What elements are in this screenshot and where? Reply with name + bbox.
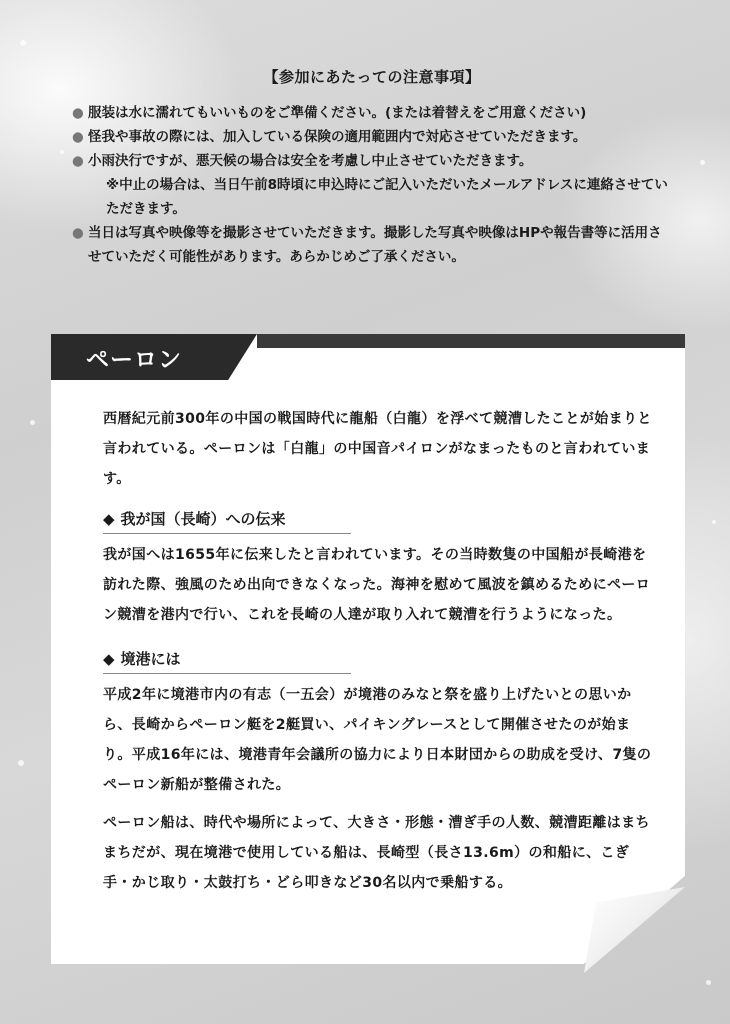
cancellation-note: ※中止の場合は、当日午前8時頃に申込時にご記入いただいたメールアドレスに連絡させていただきます。 [106, 177, 668, 217]
subsection-heading-text: 境港には [120, 650, 181, 668]
boat-description-paragraph: ペーロン船は、時代や場所によって、大きさ・形態・漕ぎ手の人数、競漕距離はまちまちだが、現在境港で使用している船は、長崎型（長さ13.6m）の和船に、こぎ手・かじ取り・太鼓打ち・どら叩きなど30名以内で乗船する。 [103, 815, 650, 891]
background-speckle [706, 980, 711, 985]
sakaiminato-paragraph: 平成2年に境港市内の有志（一五会）が境港のみなと祭を盛り上げたいとの思いから、長崎からペーロン艇を2艇買い、パイキングレースとして開催させたのが始まり。平成16年には、境港青年会議所の協力により日本財団からの助成を受け、7隻のペーロン新船が整備された。 [103, 687, 652, 793]
panel-body [103, 404, 653, 898]
notice-item [72, 125, 672, 149]
notice-item-text: 小雨決行ですが、悪天候の場合は安全を考慮し中止させていただきます。 [88, 153, 533, 169]
diamond-icon: ◆ [103, 510, 115, 528]
intro-paragraph: 西暦紀元前300年の中国の戦国時代に龍船（白龍）を浮べて競漕したことが始まりと言われている。ペーロンは「白龍」の中国音パイロンがなまったものと言われています。 [103, 411, 652, 487]
notice-item-text: 怪我や事故の際には、加入している保険の適用範囲内で対応させていただきます。 [88, 129, 587, 145]
notice-item [72, 149, 672, 221]
panel-header-bar [257, 334, 685, 348]
section-title: ペーロン [86, 347, 182, 373]
subsection-heading-text: 我が国（長崎）への伝来 [120, 510, 286, 528]
notice-title: 【参加にあたっての注意事項】 [263, 68, 481, 86]
nagasaki-paragraph: 我が国へは1655年に伝来したと言われています。その当時数隻の中国船が長崎港を訪れた際、強風のため出向できなくなった。海神を慰めて風波を鎮めるためにペーロン競漕を港内で行い、これを長崎の人達が取り入れて競漕を行うようになった。 [103, 547, 651, 623]
background-speckle [20, 40, 26, 46]
subsection-heading-sakaiminato [103, 648, 351, 674]
notice-item [72, 221, 672, 269]
background-speckle [700, 160, 705, 165]
notice-item-text: 当日は写真や映像等を撮影させていただきます。撮影した写真や映像はHPや報告書等に活用させていただく可能性があります。あらかじめご了承ください。 [88, 225, 662, 265]
background-speckle [18, 760, 24, 766]
notice-item-text: 服装は水に濡れてもいいものをご準備ください。(または着替えをご用意ください) [88, 105, 587, 121]
subsection-heading-nagasaki [103, 508, 351, 534]
bullet-icon: ● [72, 105, 84, 121]
notice-section [72, 66, 672, 269]
notice-item [72, 101, 672, 125]
bullet-icon: ● [72, 225, 84, 241]
diamond-icon: ◆ [103, 650, 115, 668]
background-speckle [30, 420, 35, 425]
bullet-icon: ● [72, 153, 84, 169]
bullet-icon: ● [72, 129, 84, 145]
background-speckle [712, 520, 716, 524]
background-speckle [60, 150, 64, 154]
